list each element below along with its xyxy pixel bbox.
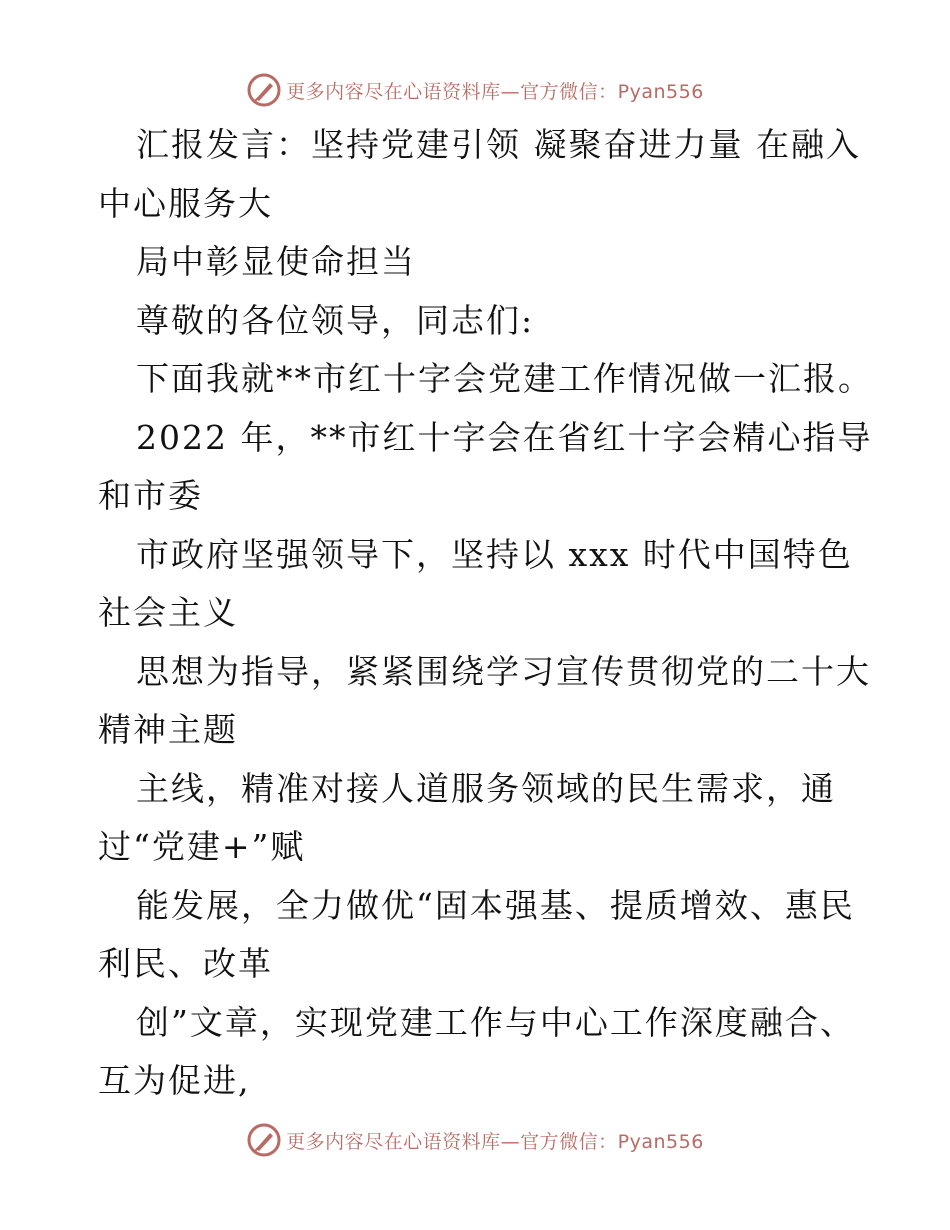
document-line: 局中彰显使命担当 (136, 242, 416, 281)
document-line: 汇报发言：坚持党建引领 凝聚奋进力量 在融入 (136, 125, 861, 164)
document-line: 和市委 (98, 476, 203, 515)
header-watermark (0, 70, 950, 110)
quill-pen-logo-icon (246, 1122, 282, 1158)
document-line: 思想为指导，紧紧围绕学习宣传贯彻党的二十大 (136, 651, 871, 691)
document-line: 社会主义 (98, 593, 238, 632)
footer-watermark (0, 1120, 950, 1160)
document-line: 下面我就**市红十字会党建工作情况做一汇报。 (136, 359, 873, 398)
watermark-text: 更多内容尽在心语资料库—官方微信：Pyan556 (286, 80, 704, 103)
document-line: 创”文章，实现党建工作与中心工作深度融合、 (136, 1002, 855, 1042)
document-line: 尊敬的各位领导，同志们: (136, 300, 535, 340)
document-line: 互为促进, (98, 1061, 251, 1100)
document-line: 精神主题 (98, 710, 238, 749)
document-line: 能发展，全力做优“固本强基、提质增效、惠民 (136, 885, 855, 925)
document-line: 中心服务大 (98, 183, 273, 223)
document-line: 市政府坚强领导下，坚持以 xxx 时代中国特色 (136, 534, 853, 574)
document-line: 利民、改革 (98, 944, 273, 983)
document-line: 2022 年，**市红十字会在省红十字会精心指导 (136, 417, 873, 457)
document-line: 过“党建+”赋 (98, 827, 306, 866)
watermark-text: 更多内容尽在心语资料库—官方微信：Pyan556 (286, 1130, 704, 1153)
document-line: 主线，精准对接人道服务领域的民生需求，通 (136, 768, 836, 808)
quill-pen-logo-icon (246, 72, 282, 108)
